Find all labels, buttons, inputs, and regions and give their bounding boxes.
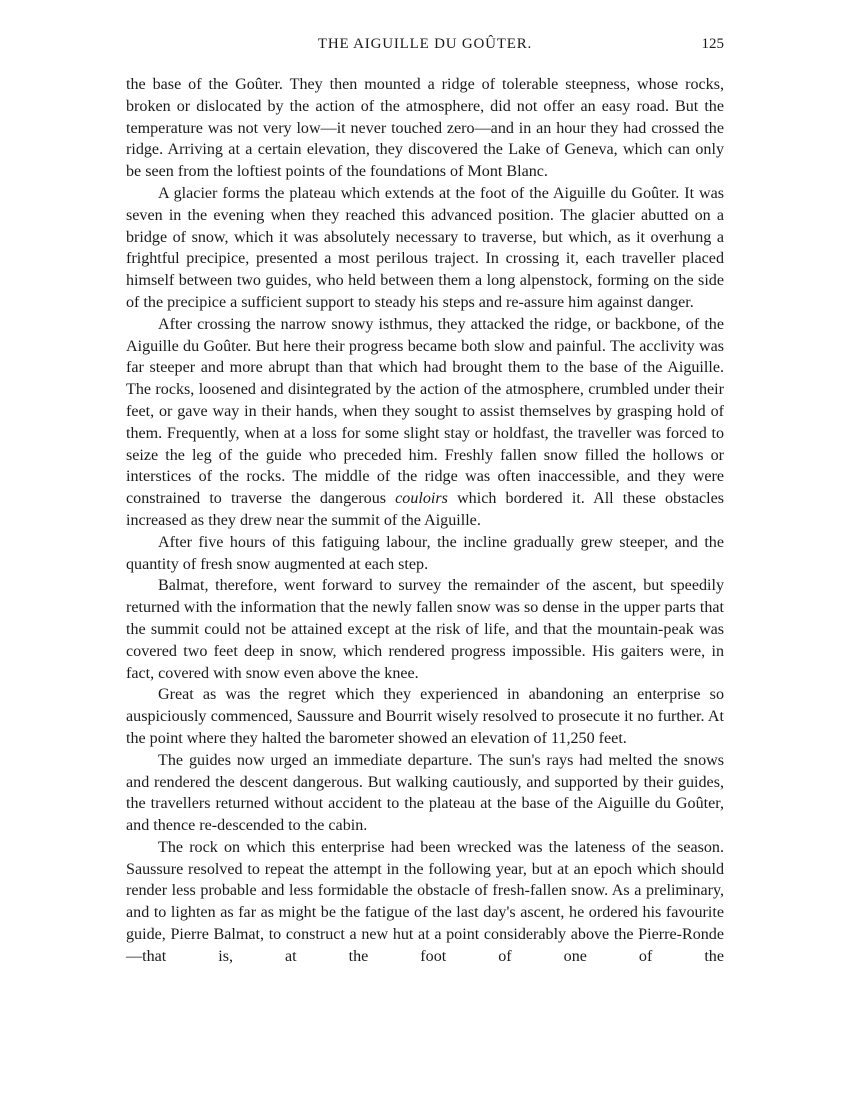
paragraph-5: Balmat, therefore, went forward to survey the remainder of the ascent, but speedily returned with the information that the newly fallen snow was so dense in the upper parts that the summit could not be attained except at the risk of life, and that the mountain-peak was covered two feet deep in snow, which rendered progress impossible. His gaiters were, in fact, covered with snow even above the knee. xyxy=(126,577,724,682)
paragraph-8: The rock on which this enterprise had been wrecked was the lateness of the season. Saussure resolved to repeat the attempt in the following year, but at an epoch which should render less probable and less formidable the obstacle of fresh-fallen snow. As a preliminary, and to lighten as far as might be the fatigue of the last day's ascent, he ordered his favourite guide, Pierre Balmat, to construct a new hut at a point considerably above the Pierre-Ronde—that is, at the foot of one of the xyxy=(126,838,724,965)
paragraph-3-text-start: After crossing the narrow snowy isthmus, they attacked the ridge, or backbone, of the Aiguille du Goûter. But here their progress became both slow and painful. The acclivity was far steeper and more abrupt than that which had brought them to the base of the Aiguille. The rocks, loosened and disintegrated by the action of the atmosphere, crumbled under their feet, or gave way in their hands, when they sought to assist themselves by grasping hold of them. Frequently, when at a loss for some slight stay or holdfast, the traveller was forced to seize the leg of the guide who preceded him. Freshly fallen snow filled the hollows or interstices of the rocks. The middle of the ridge was often inaccessible, and they were constrained to traverse the dangerous xyxy=(126,315,724,508)
page-header xyxy=(126,36,724,58)
body-text xyxy=(126,74,724,968)
paragraph-3 xyxy=(126,314,724,532)
paragraph-3-text-end: which bordered it. All these obstacles increased as they drew near the summit of the Aiguille. xyxy=(126,490,724,529)
running-head: THE AIGUILLE DU GOÛTER. xyxy=(317,36,533,52)
paragraph-6: Great as was the regret which they experienced in abandoning an enterprise so auspiciously commenced, Saussure and Bourrit wisely resolved to prosecute it no further. At the point where they halted the barometer showed an elevation of 11,250 feet. xyxy=(126,686,724,747)
paragraph-7: The guides now urged an immediate departure. The sun's rays had melted the snows and rendered the descent dangerous. But walking cautiously, and supported by their guides, the travellers returned without accident to the plateau at the base of the Aiguille du Goûter, and thence re-descended to the cabin. xyxy=(126,751,724,835)
italic-term-couloirs: couloirs xyxy=(395,490,448,508)
paragraph-4: After five hours of this fatiguing labour, the incline gradually grew steeper, and the quantity of fresh snow augmented at each step. xyxy=(126,533,724,573)
page-number: 125 xyxy=(701,36,724,52)
paragraph-2: A glacier forms the plateau which extends at the foot of the Aiguille du Goûter. It was seven in the evening when they reached this advanced position. The glacier abutted on a bridge of snow, which it was absolutely necessary to traverse, but which, as it overhung a frightful precipice, presented a most perilous traject. In crossing it, each traveller placed himself between two guides, who held between them a long alpenstock, forming on the side of the precipice a sufficient support to steady his steps and re-assure him against danger. xyxy=(126,184,724,311)
paragraph-1: the base of the Goûter. They then mounted a ridge of tolerable steepness, whose rocks, broken or dislocated by the action of the atmosphere, did not offer an easy road. But the temperature was not very low—it never touched zero—and in an hour they had crossed the ridge. Arriving at a certain elevation, they discovered the Lake of Geneva, which can only be seen from the loftiest points of the foundations of Mont Blanc. xyxy=(126,76,724,181)
